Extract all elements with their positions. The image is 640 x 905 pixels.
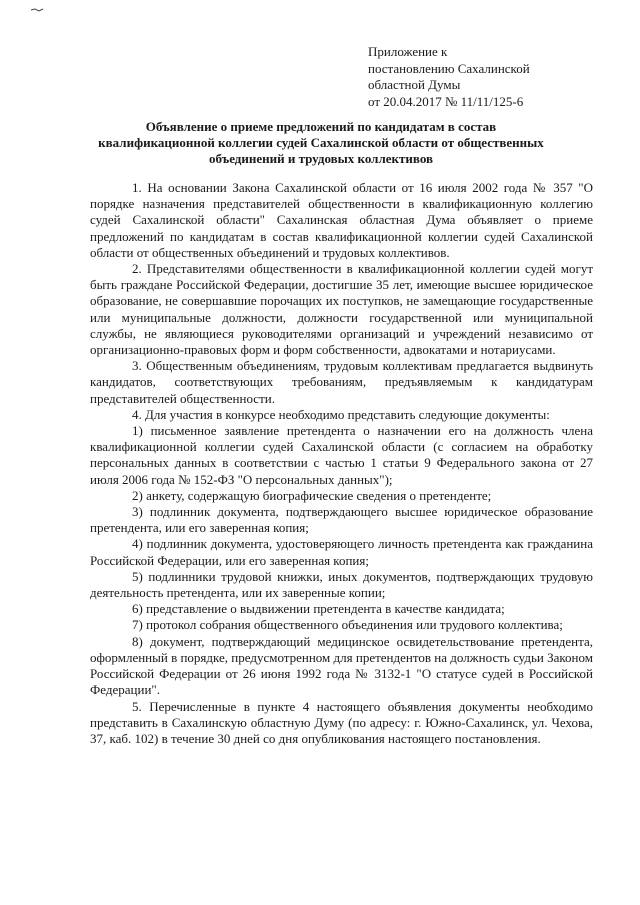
paragraph-5: 5. Перечисленные в пункте 4 настоящего объявления документы необходимо представить в Сахалинскую областную Думу (по адресу: г. Южно-Сахалинск, ул. Чехова, 37, каб. 102) в течение 30 дней со дня опубликования настоящего постановления. [90, 698, 593, 746]
appendix-line: областной Думы [368, 77, 461, 92]
list-item-2: 2) анкету, содержащую биографические сведения о претенденте; [132, 487, 492, 503]
appendix-header [368, 44, 530, 110]
scan-mark-icon [30, 8, 46, 12]
list-item-5: 5) подлинники трудовой книжки, иных документов, подтверждающих трудовую деятельность претендента, или их заверенные копии; [90, 568, 593, 601]
list-item-7: 7) протокол собрания общественного объединения или трудового коллектива; [132, 617, 563, 633]
appendix-line: постановлению Сахалинской [368, 60, 530, 76]
paragraph-3: 3. Общественным объединениям, трудовым коллективам предлагается выдвинуть кандидатов, соответствующих требованиям, предъявляемым к кандидатурам представителей общественности. [90, 358, 593, 406]
paragraph-4: 4. Для участия в конкурсе необходимо представить следующие документы: [132, 406, 550, 422]
list-item-3: 3) подлинник документа, подтверждающего высшее юридическое образование претендента, или его заверенная копия; [90, 504, 593, 536]
appendix-line: от 20.04.2017 № 11/11/125-6 [368, 93, 524, 109]
document-body [90, 180, 593, 747]
list-item-4: 4) подлинник документа, удостоверяющего личность претендента как гражданина Российской Федерации, или его заверенная копия; [90, 536, 593, 568]
paragraph-2: 2. Представителями общественности в квалификационной коллегии судей могут быть граждане Российской Федерации, достигшие 35 лет, имеющие высшее юридическое образование, не совершавшие порочащих их поступков, не замещающие государственные или муниципальные должности, должности государственной или муниципальной службы, не являющиеся руководителями организаций и учреждений независимо от организационно-правовых форм и форм собственности, адвокатами и нотариусами. [90, 261, 593, 358]
list-item-8: 8) документ, подтверждающий медицинское освидетельствование претендента, оформленный в порядке, предусмотренном для претендентов на должность судьи Законом Российской Федерации от 26 июня 1992 года № 3132-1 "О статусе судей в Российской Федерации". [90, 633, 593, 698]
list-item-1: 1) письменное заявление претендента о назначении его на должность члена квалификационной коллегии судей Сахалинской области (с согласием на обработку персональных данных в соответствии с частью 1 статьи 9 Федерального закона от 27 июля 2006 года № 152-ФЗ "О персональных данных"); [90, 423, 593, 487]
document-title: Объявление о приеме предложений по кандидатам в состав квалификационной коллегии судей Сахалинской области от общественных объединений и трудовых коллективов [98, 119, 544, 166]
paragraph-1: 1. На основании Закона Сахалинской области от 16 июля 2002 года № 357 "О порядке назначения представителей общественности в квалификационную коллегию судей Сахалинской области" Сахалинская областная Дума объявляет о приеме предложений по кандидатам в состав квалификационной коллегии судей Сахалинской области от общественных объединений и трудовых коллективов. [90, 180, 593, 260]
appendix-line: Приложение к [368, 44, 448, 59]
list-item-6: 6) представление о выдвижении претендента в качестве кандидата; [132, 601, 505, 617]
